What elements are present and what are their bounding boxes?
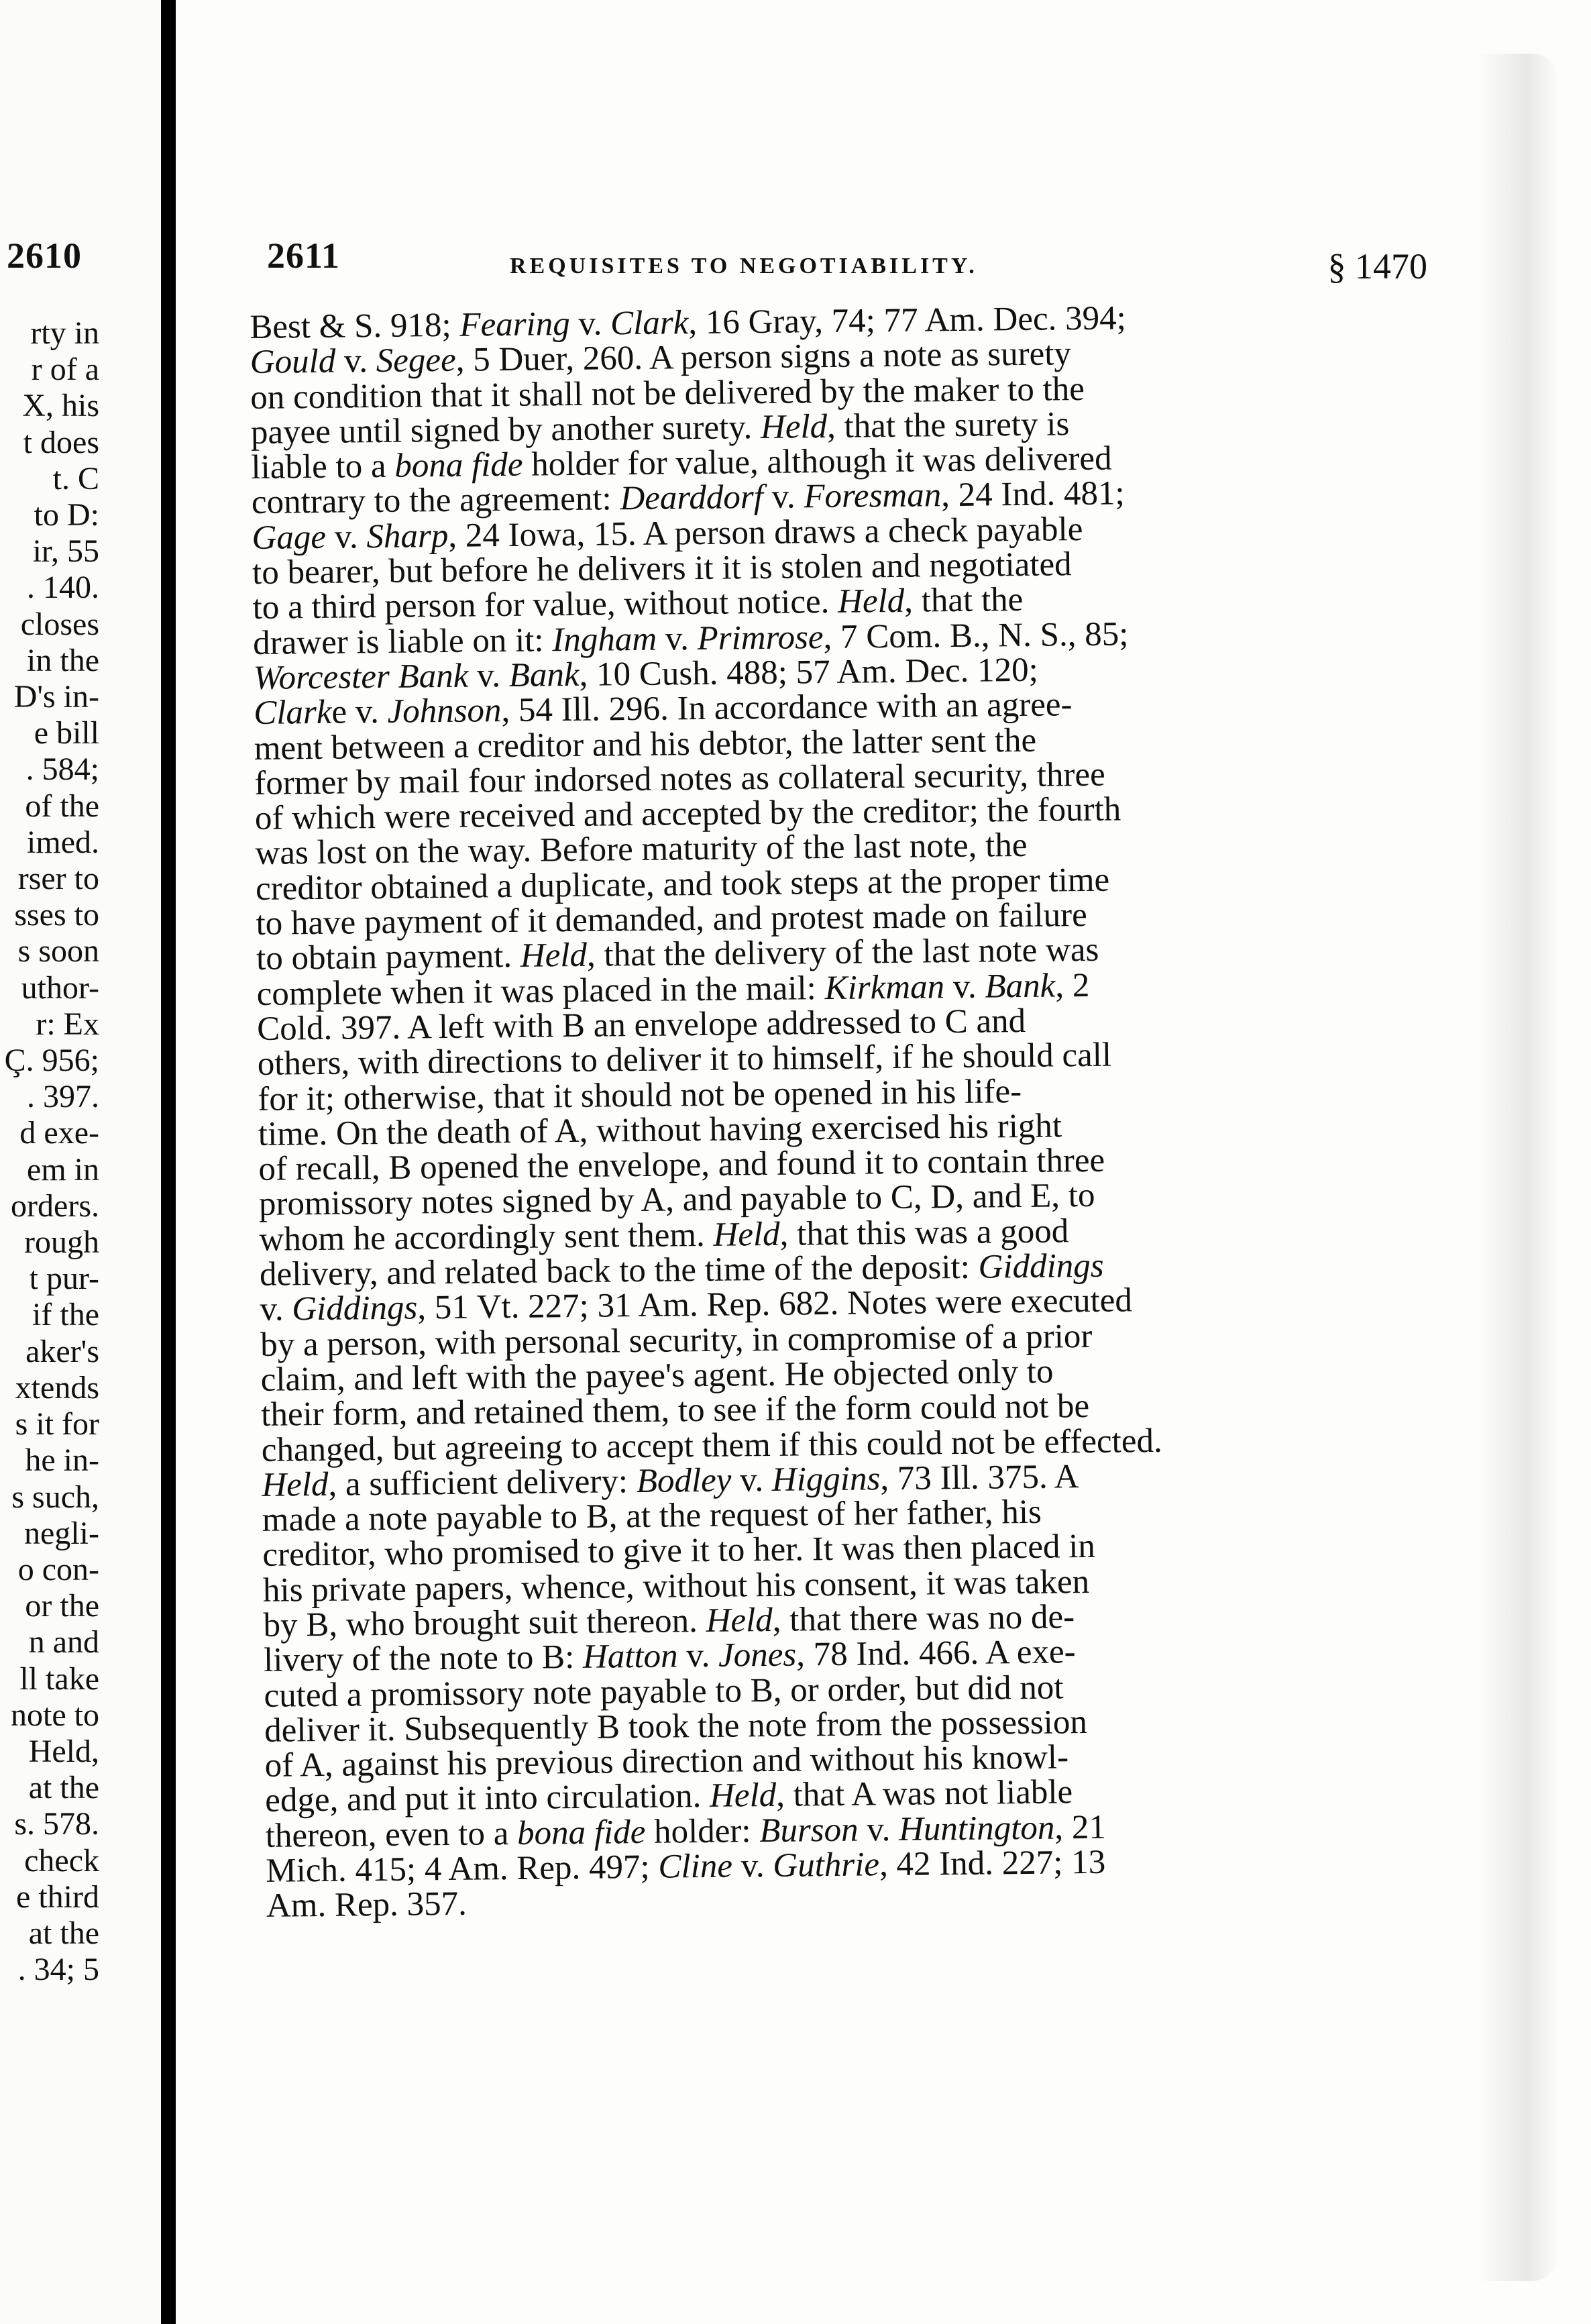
left-page-line: Ç. 956; [4, 1043, 99, 1079]
body-line: to have payment of it demanded, and protest made on failure [256, 896, 1087, 943]
body-line: drawer is liable on it: Ingham v. Primrose, 7 Com. B., N. S., 85; [252, 615, 1129, 662]
body-line: livery of the note to B: Hatton v. Jones, 78 Ind. 466. A exe- [263, 1633, 1076, 1680]
left-page-line: rough [24, 1224, 99, 1261]
left-page-line: s. 578. [14, 1806, 99, 1842]
left-page-line: at the [28, 1770, 99, 1806]
left-page-line: o con- [17, 1551, 99, 1587]
left-page-line: e bill [34, 715, 99, 751]
body-line: thereon, even to a bona fide holder: Burson v. Huntington, 21 [265, 1808, 1107, 1855]
left-page-line: t does [23, 424, 99, 460]
left-page-line: if the [32, 1297, 99, 1333]
body-line: changed, but agreeing to accept them if this could not be effected. [261, 1422, 1162, 1469]
left-page-line: Held, [28, 1733, 99, 1769]
body-line: whom he accordingly sent them. Held, that this was a good [259, 1212, 1069, 1259]
left-page-line: aker's [25, 1333, 99, 1369]
left-page-line: in the [27, 642, 99, 678]
body-line: Held, a sufficient delivery: Bodley v. Higgins, 73 Ill. 375. A [262, 1457, 1079, 1504]
left-page-line: . 584; [25, 751, 99, 788]
body-line: v. Giddings, 51 Vt. 227; 31 Am. Rep. 682. Notes were executed [260, 1281, 1133, 1329]
left-page-number: 2610 [7, 235, 82, 276]
body-line: to obtain payment. Held, that the delivery of the last note was [256, 931, 1099, 978]
left-page-line: note to [11, 1697, 99, 1733]
body-line: edge, and put it into circulation. Held, that A was not liable [264, 1773, 1073, 1820]
body-line: liable to a bona fide holder for value, although it was delivered [251, 439, 1112, 487]
body-line: complete when it was placed in the mail: Kirkman v. Bank, 2 [256, 966, 1090, 1013]
left-page-line: he in- [25, 1442, 99, 1479]
body-line: their form, and retained them, to see if the form could not be [260, 1387, 1090, 1434]
left-page-line: s soon [17, 933, 99, 969]
left-page-line: uthor- [21, 969, 99, 1006]
left-page-line: check [24, 1842, 99, 1879]
left-page-line: negli- [24, 1515, 99, 1551]
body-line: creditor obtained a duplicate, and took steps at the proper time [255, 861, 1110, 908]
body-line: cuted a promissory note payable to B, or order, but did not [264, 1668, 1064, 1715]
body-line: on condition that it shall not be delivered by the maker to the [250, 370, 1085, 417]
left-page-line: n and [28, 1624, 99, 1660]
left-page-line: to D: [34, 497, 99, 533]
left-page-line: closes [20, 606, 99, 642]
body-line: for it; otherwise, that it should not be opened in his life- [258, 1072, 1022, 1118]
left-page-line: rser to [17, 861, 99, 897]
left-page-line: at the [28, 1915, 99, 1951]
left-page-line: ll take [19, 1660, 99, 1697]
body-line: Mich. 415; 4 Am. Rep. 497; Cline v. Guthrie, 42 Ind. 227; 13 [266, 1843, 1106, 1890]
body-line: of which were received and accepted by the creditor; the fourth [254, 790, 1121, 838]
body-line: Best & S. 918; Fearing v. Clark, 16 Gray, 74; 77 Am. Dec. 394; [249, 299, 1127, 346]
left-page-line: r of a [31, 352, 99, 388]
left-page-line: xtends [15, 1369, 99, 1406]
body-line: payee until signed by another surety. Held, that the surety is [250, 405, 1070, 452]
left-page-line: ir, 55 [32, 533, 99, 570]
body-line: delivery, and related back to the time of the deposit: Giddings [259, 1247, 1104, 1293]
left-page-line: s it for [15, 1406, 99, 1442]
body-line: made a note payable to B, at the request of her father, his [262, 1493, 1042, 1539]
left-page-line: of the [25, 788, 99, 824]
body-line: Gage v. Sharp, 24 Iowa, 15. A person draws a check payable [252, 510, 1083, 557]
body-text [250, 298, 1437, 1924]
body-line: contrary to the agreement: Dearddorf v. Foresman, 24 Ind. 481; [251, 474, 1125, 522]
body-line: former by mail four indorsed notes as collateral security, three [254, 755, 1106, 802]
book-gutter [161, 0, 176, 2324]
left-page-line: orders. [11, 1187, 99, 1224]
body-line: Clarke v. Johnson, 54 Ill. 296. In accordance with an agree- [254, 686, 1073, 733]
body-line: by B, who brought suit thereon. Held, that there was no de- [263, 1598, 1075, 1644]
left-page-line: imed. [27, 824, 99, 860]
left-page-line: s such, [11, 1479, 99, 1515]
body-line: ment between a creditor and his debtor, the latter sent the [254, 721, 1037, 768]
left-page-line: X, his [22, 388, 99, 424]
body-line: deliver it. Subsequently B took the note from the possession [264, 1703, 1088, 1750]
left-page-line: D's in- [13, 679, 99, 715]
left-page-line: . 34; 5 [17, 1952, 99, 1988]
left-facing-page [0, 0, 161, 2324]
left-page-line: em in [27, 1151, 99, 1187]
body-line: promissory notes signed by A, and payable to C, D, and E, to [258, 1177, 1095, 1224]
body-line: of recall, B opened the envelope, and found it to contain three [258, 1141, 1105, 1189]
left-page-line: or the [25, 1588, 99, 1624]
left-page-line: rty in [30, 315, 99, 351]
body-line: by a person, with personal security, in compromise of a prior [260, 1317, 1093, 1364]
running-head [267, 235, 1427, 286]
body-line: to a third person for value, without notice. Held, that the [252, 581, 1024, 627]
left-page-line: . 397. [27, 1079, 99, 1115]
body-line: Am. Rep. 357. [266, 1885, 468, 1925]
body-line: creditor, who promised to give it to her. It was then placed in [262, 1528, 1096, 1575]
body-line: claim, and left with the payee's agent. He objected only to [260, 1353, 1054, 1399]
left-page-line: t pur- [29, 1261, 99, 1297]
page-edge-shadow [1478, 54, 1559, 2281]
body-line: was lost on the way. Before maturity of the last note, the [255, 827, 1028, 873]
running-title: REQUISITES TO NEGOTIABILITY. [510, 254, 978, 278]
left-page-text [5, 315, 99, 1988]
section-number: § 1470 [1327, 246, 1427, 286]
left-page-line: d exe- [19, 1115, 99, 1151]
left-page-line: t. C [52, 460, 99, 496]
left-page-line: e third [16, 1879, 99, 1915]
body-line: time. On the death of A, without having exercised his right [258, 1107, 1062, 1153]
body-line: Gould v. Segee, 5 Duer, 260. A person signs a note as surety [250, 335, 1072, 382]
body-line: Worcester Bank v. Bank, 10 Cush. 488; 57 Am. Dec. 120; [253, 651, 1039, 697]
right-page [176, 0, 1591, 2324]
page-number: 2611 [267, 235, 341, 276]
body-line: to bearer, but before he delivers it it is stolen and negotiated [252, 545, 1072, 592]
body-line: his private papers, whence, without his consent, it was taken [262, 1563, 1090, 1609]
left-page-line: r: Ex [36, 1006, 99, 1042]
body-line: of A, against his previous direction and without his knowl- [264, 1738, 1069, 1785]
left-page-line: sses to [14, 897, 99, 933]
left-page-line: . 140. [27, 570, 99, 606]
body-line: others, with directions to deliver it to himself, if he should call [257, 1036, 1112, 1084]
body-line: Cold. 397. A left with B an envelope addressed to C and [256, 1002, 1026, 1048]
